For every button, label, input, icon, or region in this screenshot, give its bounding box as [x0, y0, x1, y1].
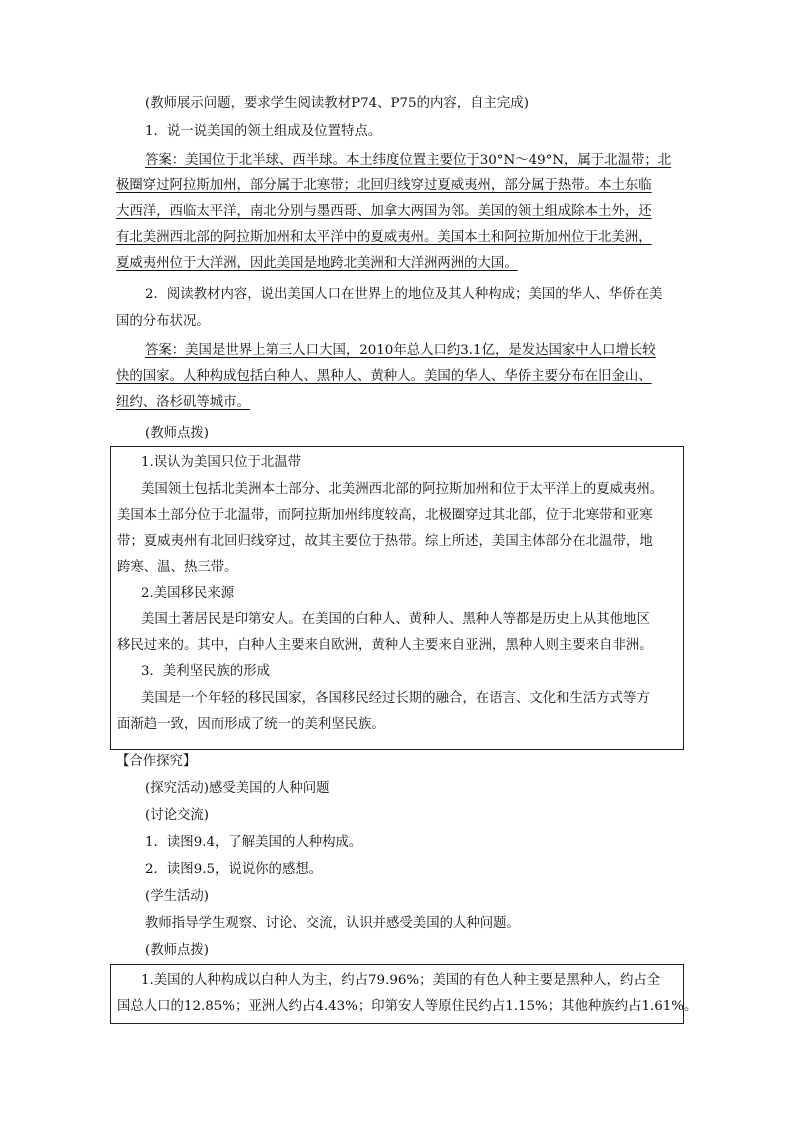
teacher-tip-label: (教师点拨): [145, 943, 210, 958]
answer-2-line: 纽约、洛杉矶等城市。: [116, 395, 250, 410]
tip-heading: 2.美国移民来源: [141, 586, 235, 601]
tip-paragraph-line: 带；夏威夷州有北回归线穿过，故其主要位于热带。综上所述，美国主体部分在北温带，地: [117, 534, 653, 549]
answer-1-line: 有北美洲西北部的阿拉斯加州和太平洋中的夏威夷州。美国本土和阿拉斯加州位于北美洲，: [116, 230, 652, 245]
answer-1-line: 极圈穿过阿拉斯加州，部分属于北寒带；北回归线穿过夏威夷州，部分属于热带。本土东临: [116, 178, 652, 193]
tip-paragraph-line: 跨寒、温、热三带。: [117, 560, 238, 575]
discussion-label: (讨论交流): [145, 808, 210, 823]
tip-box-1: [110, 446, 684, 750]
tip-paragraph-line: 美国是一个年轻的移民国家，各国移民经过长期的融合，在语言、文化和生活方式等方: [141, 691, 650, 706]
question-1: 1．说一说美国的领土组成及位置特点。: [145, 124, 382, 139]
answer-2-line: 快的国家。人种构成包括白种人、黑种人、黄种人。美国的华人、华侨主要分布在旧金山、: [116, 369, 652, 384]
teacher-tip-label: (教师点拨): [145, 426, 210, 441]
question-2-line: 2．阅读教材内容，说出美国人口在世界上的地位及其人种构成；美国的华人、华侨在美: [145, 287, 663, 302]
tip-paragraph-line: 1.美国的人种构成以白种人为主，约占79.96%；美国的有色人种主要是黑种人，约占全: [141, 973, 661, 988]
tip-paragraph-line: 面渐趋一致，因而形成了统一的美利坚民族。: [117, 717, 385, 732]
answer-1-line: 大西洋，西临太平洋，南北分别与墨西哥、加拿大两国为邻。美国的领土组成除本土外，还: [116, 204, 652, 219]
tip-heading: 1.误认为美国只位于北温带: [141, 455, 302, 470]
tip-paragraph-line: 移民过来的。其中，白种人主要来自欧洲，黄种人主要来自亚洲，黑种人则主要来自非洲。: [117, 638, 653, 653]
discussion-item: 2．读图9.5，说说你的感想。: [145, 862, 323, 877]
tip-box-2: [110, 964, 698, 1024]
activity-title: (探究活动)感受美国的人种问题: [145, 781, 330, 796]
tip-paragraph-line: 美国本土部分位于北温带，而阿拉斯加州纬度较高，北极圈穿过其北部，位于北寒带和亚寒: [117, 508, 653, 523]
coop-heading: 【合作探究】: [116, 754, 197, 769]
student-activity-text: 教师指导学生观察、讨论、交流，认识并感受美国的人种问题。: [145, 916, 520, 931]
intro-text: (教师展示问题，要求学生阅读教材P74、P75的内容，自主完成): [145, 96, 529, 111]
tip-paragraph-line: 美国土著居民是印第安人。在美国的白种人、黄种人、黑种人等都是历史上从其他地区: [141, 612, 650, 627]
answer-2-line: 答案：美国是世界上第三人口大国，2010年总人口约3.1亿，是发达国家中人口增长较: [145, 343, 656, 358]
answer-1-line: 夏威夷州位于大洋洲，因此美国是地跨北美洲和大洋洲两洲的大国。: [116, 256, 518, 271]
tip-paragraph-line: 美国领土包括北美洲本土部分、北美洲西北部的阿拉斯加州和位于太平洋上的夏威夷州。: [141, 482, 664, 497]
tip-heading: 3．美利坚民族的形成: [141, 664, 271, 679]
tip-paragraph-line: 国总人口的12.85%；亚洲人约占4.43%；印第安人等原住民约占1.15%；其他种族约占1.61%。: [117, 999, 698, 1014]
discussion-item: 1．读图9.4，了解美国的人种构成。: [145, 835, 363, 850]
question-2-line: 国的分布状况。: [116, 314, 210, 329]
student-activity-label: (学生活动): [145, 889, 210, 904]
answer-1-line: 答案：美国位于北半球、西半球。本土纬度位置主要位于30°N～49°N，属于北温带；北: [145, 153, 672, 168]
